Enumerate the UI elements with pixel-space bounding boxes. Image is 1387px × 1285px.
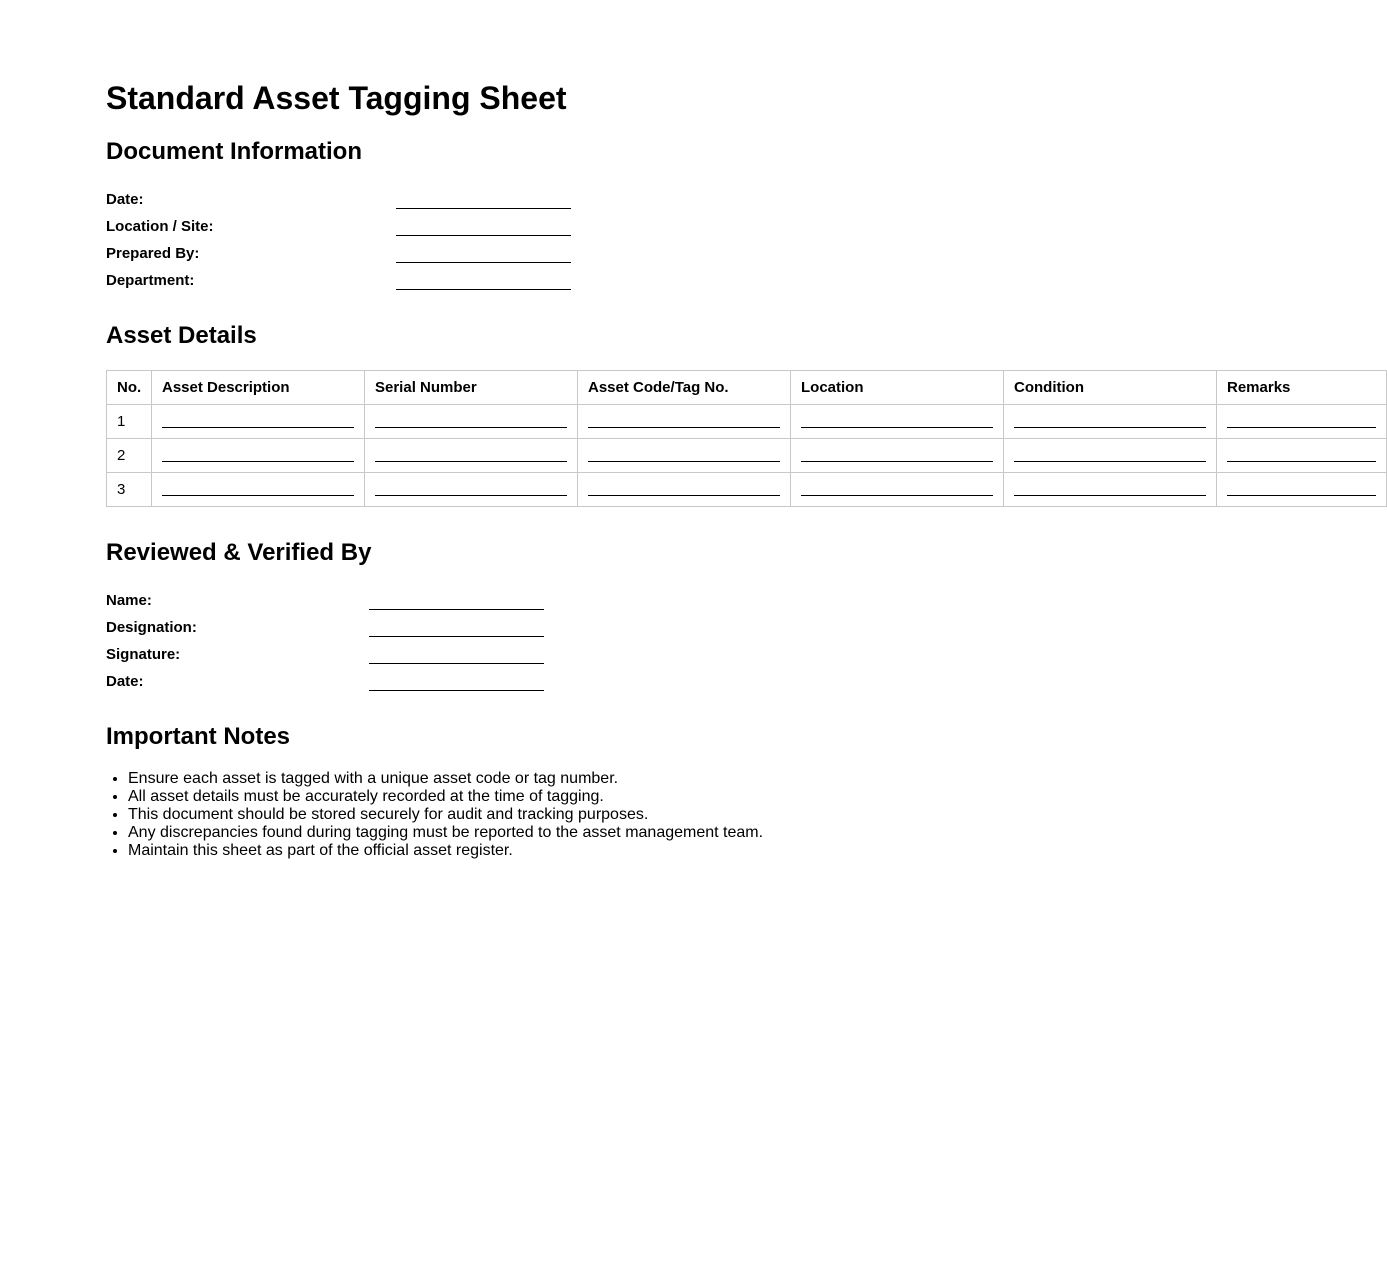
fill-line [375,461,567,462]
date-fill-line[interactable] [396,208,571,209]
fill-line [1014,427,1206,428]
field-label: Date: [106,673,144,690]
remarks-cell[interactable] [1217,473,1387,507]
document-information-heading: Document Information [106,138,362,165]
fill-line [375,495,567,496]
fill-line [1227,495,1376,496]
name-fill-line[interactable] [369,609,544,610]
field-label: Name: [106,592,152,609]
important-notes-heading: Important Notes [106,723,291,750]
prepared-by-fill-line[interactable] [396,262,571,263]
column-header-serial-number: Serial Number [365,371,578,405]
field-location-site [106,216,706,238]
fill-line [588,461,780,462]
field-label: Designation: [106,619,197,636]
row-number: 1 [107,405,152,439]
fill-line [1014,495,1206,496]
condition-cell[interactable] [1004,439,1217,473]
serial-number-cell[interactable] [365,405,578,439]
field-label: Signature: [106,646,181,663]
designation-fill-line[interactable] [369,636,544,637]
list-item: • This document should be stored securely for audit and tracking purposes. [128,806,1128,824]
field-signature [106,644,706,666]
fill-line [801,495,993,496]
important-notes-list [106,770,1128,860]
column-header-asset-description: Asset Description [152,371,365,405]
table-row [107,473,1387,507]
column-header-location: Location [791,371,1004,405]
field-name [106,590,706,612]
table-row [107,439,1387,473]
asset-code-cell[interactable] [578,405,791,439]
field-review-date [106,671,706,693]
fill-line [162,427,354,428]
fill-line [162,495,354,496]
column-header-condition: Condition [1004,371,1217,405]
column-header-no: No. [107,371,152,405]
field-department [106,270,706,292]
row-number: 3 [107,473,152,507]
condition-cell[interactable] [1004,473,1217,507]
asset-details-heading: Asset Details [106,322,257,349]
fill-line [375,427,567,428]
page-title: Standard Asset Tagging Sheet [106,80,567,116]
field-label: Department: [106,272,195,289]
fill-line [588,495,780,496]
row-number: 2 [107,439,152,473]
asset-tagging-sheet [106,0,1291,1285]
review-date-fill-line[interactable] [369,690,544,691]
fill-line [801,427,993,428]
serial-number-cell[interactable] [365,439,578,473]
fill-line [1227,461,1376,462]
table-header-row [107,371,1387,405]
asset-description-cell[interactable] [152,473,365,507]
remarks-cell[interactable] [1217,439,1387,473]
asset-description-cell[interactable] [152,405,365,439]
fill-line [1227,427,1376,428]
list-item: • All asset details must be accurately recorded at the time of tagging. [128,788,1128,806]
department-fill-line[interactable] [396,289,571,290]
location-site-fill-line[interactable] [396,235,571,236]
asset-code-cell[interactable] [578,439,791,473]
list-item: • Maintain this sheet as part of the official asset register. [128,842,1128,860]
field-designation [106,617,706,639]
asset-details-table [106,370,1387,507]
asset-description-cell[interactable] [152,439,365,473]
field-label: Prepared By: [106,245,200,262]
location-cell[interactable] [791,405,1004,439]
location-cell[interactable] [791,439,1004,473]
fill-line [162,461,354,462]
field-label: Date: [106,191,144,208]
signature-fill-line[interactable] [369,663,544,664]
list-item: • Any discrepancies found during tagging must be reported to the asset management team. [128,824,1128,842]
remarks-cell[interactable] [1217,405,1387,439]
asset-code-cell[interactable] [578,473,791,507]
location-cell[interactable] [791,473,1004,507]
list-item: • Ensure each asset is tagged with a unique asset code or tag number. [128,770,1128,788]
fill-line [1014,461,1206,462]
fill-line [588,427,780,428]
fill-line [801,461,993,462]
column-header-remarks: Remarks [1217,371,1387,405]
column-header-asset-code: Asset Code/Tag No. [578,371,791,405]
field-label: Location / Site: [106,218,214,235]
reviewed-verified-heading: Reviewed & Verified By [106,539,372,566]
condition-cell[interactable] [1004,405,1217,439]
serial-number-cell[interactable] [365,473,578,507]
field-date [106,189,706,211]
field-prepared-by [106,243,706,265]
table-row [107,405,1387,439]
